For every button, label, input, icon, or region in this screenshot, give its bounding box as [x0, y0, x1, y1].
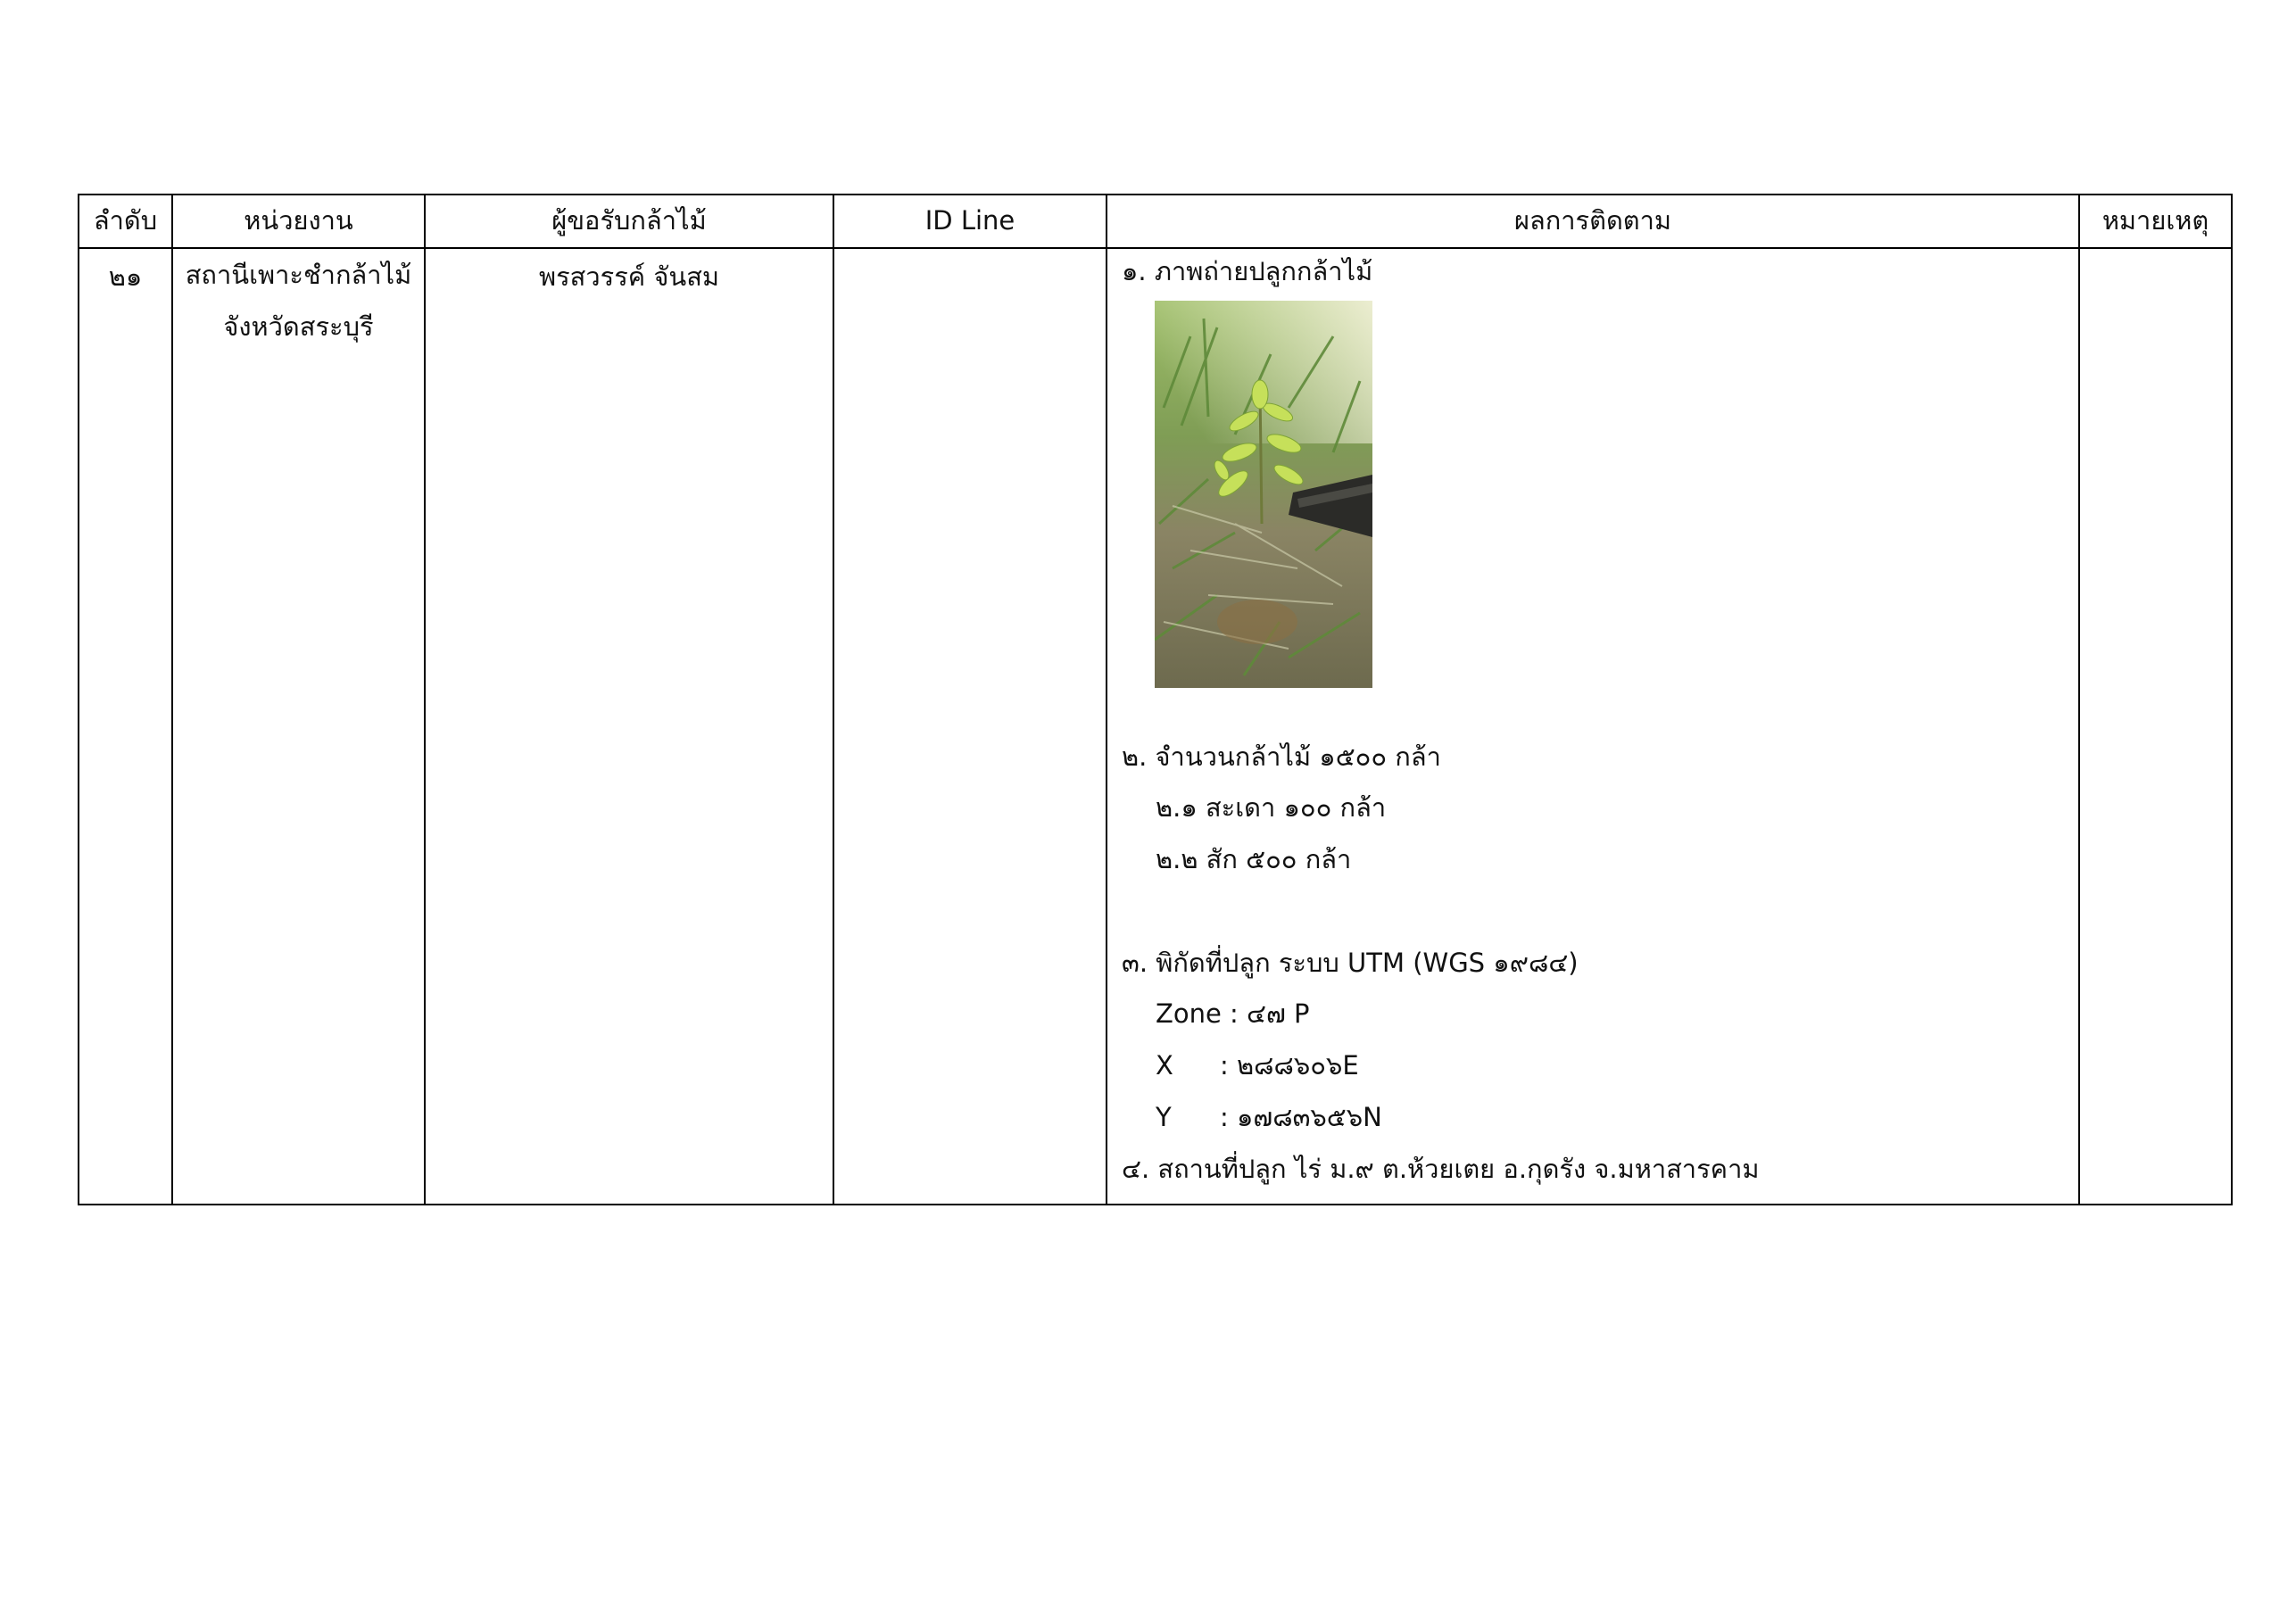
planting-location: ๔. สถานที่ปลูก ไร่ ม.๙ ต.ห้วยเตย อ.กุดรัง จ.มหาสารคาม: [1122, 1154, 1760, 1184]
cell-agency: [172, 248, 425, 1205]
cell-id-line: [833, 248, 1107, 1205]
header-order: ลำดับ: [79, 195, 172, 248]
header-remark: หมายเหตุ: [2079, 195, 2232, 248]
agency-line-1: สถานีเพาะชำกล้าไม้: [185, 260, 412, 290]
count-item-2: ๒.๒ สัก ๕๐๐ กล้า: [1156, 844, 1352, 874]
header-recipient: ผู้ขอรับกล้าไม้: [425, 195, 833, 248]
photo-heading: ๑. ภาพถ่ายปลูกกล้าไม้: [1122, 256, 1373, 286]
table-row: [79, 248, 2232, 1205]
header-agency: หน่วยงาน: [172, 195, 425, 248]
utm-zone: Zone : ๔๗ P: [1156, 998, 1310, 1029]
cell-remark: [2079, 248, 2232, 1205]
seedling-photo: [1155, 301, 1372, 688]
utm-x-value: : ๒๘๘๖๐๖E: [1220, 1050, 1359, 1081]
cell-order: [79, 248, 172, 1205]
recipient-name: พรสวรรค์ จันสม: [538, 261, 720, 292]
table-header-row: [79, 195, 2232, 248]
header-id-line: ID Line: [833, 195, 1107, 248]
utm-y-value: : ๑๗๘๓๖๕๖N: [1220, 1102, 1382, 1132]
seedling-photo-image: [1155, 301, 1372, 688]
cell-result: [1107, 248, 2079, 1205]
utm-x-label: X: [1156, 1050, 1173, 1081]
cell-recipient: [425, 248, 833, 1205]
coordinate-heading: ๓. พิกัดที่ปลูก ระบบ UTM (WGS ๑๙๘๔): [1122, 948, 1579, 978]
utm-x: [1156, 1048, 1359, 1083]
order-number: ๒๑: [108, 261, 143, 292]
follow-up-table: [78, 194, 2233, 1205]
count-heading: ๒. จำนวนกล้าไม้ ๑๕๐๐ กล้า: [1122, 741, 1441, 772]
utm-y: [1156, 1100, 1382, 1135]
utm-y-label: Y: [1156, 1102, 1172, 1132]
agency-line-2: จังหวัดสระบุรี: [223, 311, 374, 342]
count-item-1: ๒.๑ สะเดา ๑๐๐ กล้า: [1156, 792, 1387, 823]
header-result: ผลการติดตาม: [1107, 195, 2079, 248]
